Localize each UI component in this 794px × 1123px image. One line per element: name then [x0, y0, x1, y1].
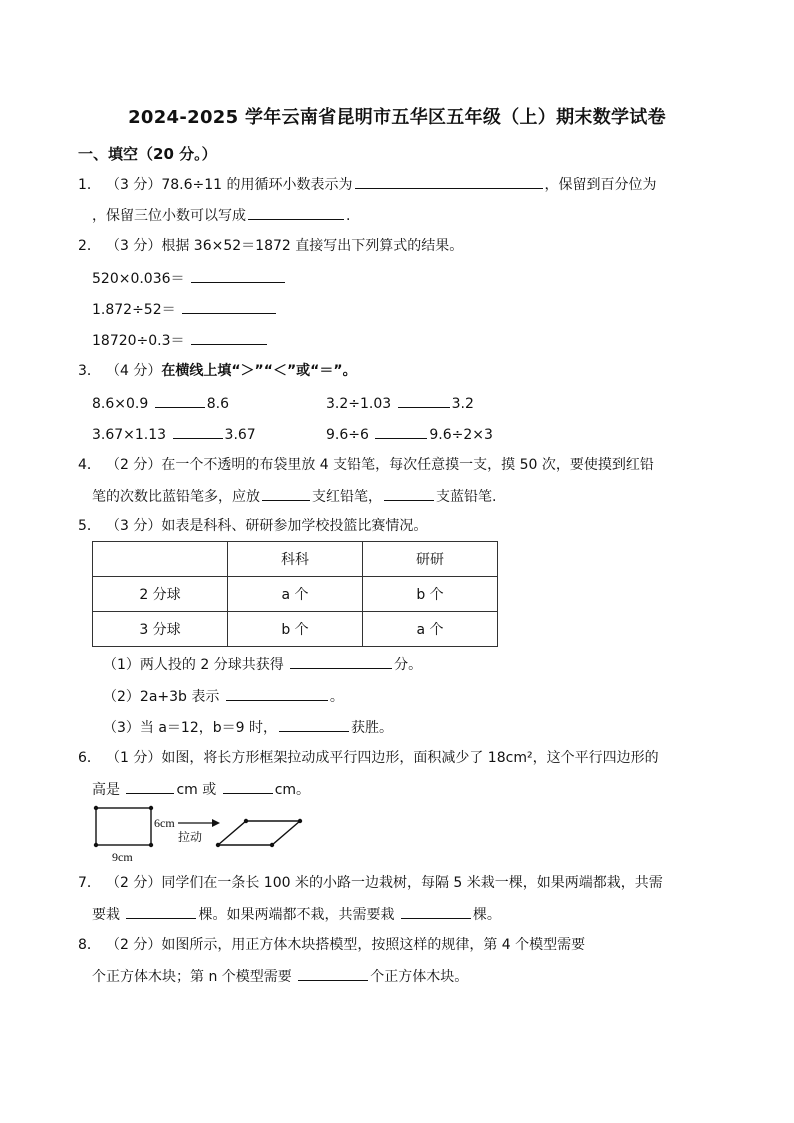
- vertex-dot: [216, 843, 220, 847]
- question-8-line-1: [78, 935, 585, 955]
- answer-blank[interactable]: [355, 174, 543, 189]
- question-number: 1．: [78, 177, 101, 193]
- vertex-dot: [298, 819, 302, 823]
- expression: 8.6×0.9: [92, 396, 149, 412]
- question-text: （1）两人投的 2 分球共获得: [103, 657, 284, 673]
- table-header-cell: [93, 542, 228, 577]
- question-points: （1 分）: [106, 750, 162, 766]
- table-header-row: [93, 542, 498, 577]
- answer-blank[interactable]: [226, 686, 328, 701]
- question-text: 在横线上填“＞”“＜”或“＝”。: [161, 363, 357, 379]
- answer-blank[interactable]: [182, 299, 276, 314]
- question-points: （2 分）: [106, 875, 162, 891]
- answer-blank[interactable]: [279, 717, 349, 732]
- table-header-cell: 科科: [228, 542, 363, 577]
- question-number: 4．: [78, 457, 101, 473]
- vertex-dot: [149, 806, 153, 810]
- question-text: .: [346, 208, 351, 224]
- arrow-label: 拉动: [178, 830, 203, 844]
- question-4-line-2: [92, 486, 496, 507]
- vertex-dot: [94, 843, 98, 847]
- question-6-line-1: [78, 748, 659, 768]
- expression: 9.6÷6: [326, 427, 369, 443]
- question-text: 分。: [394, 657, 423, 673]
- answer-blank[interactable]: [398, 393, 450, 408]
- expression: 8.6: [206, 396, 229, 412]
- question-text: 78.6÷11 的用循环小数表示为: [161, 177, 353, 193]
- question-text: 获胜。: [351, 720, 393, 736]
- question-text: （2）2a+3b 表示: [103, 689, 220, 705]
- question-text: 支红铅笔，: [312, 489, 382, 505]
- vertex-dot: [149, 843, 153, 847]
- answer-blank[interactable]: [248, 205, 344, 220]
- question-text: 个正方体木块；第 n 个模型需要: [92, 969, 292, 985]
- answer-blank[interactable]: [401, 904, 471, 919]
- question-number: 6．: [78, 750, 101, 766]
- question-1-line-2: [92, 205, 350, 226]
- question-points: （3 分）: [106, 518, 162, 534]
- answer-blank[interactable]: [384, 486, 434, 501]
- question-3-compare-b: [326, 393, 474, 414]
- question-5-line-1: [78, 516, 427, 536]
- question-text: 如表是科科、研研参加学校投篮比赛情况。: [161, 518, 428, 534]
- question-text: 要栽: [92, 907, 120, 923]
- question-text: 同学们在一条长 100 米的小路一边栽树，每隔 5 米栽一棵，如果两端都栽，共需: [161, 875, 663, 891]
- answer-blank[interactable]: [191, 268, 285, 283]
- question-3-compare-a: [92, 393, 229, 414]
- question-points: （2 分）: [106, 457, 162, 473]
- question-number: 7．: [78, 875, 101, 891]
- question-text: 高是: [92, 782, 120, 798]
- answer-blank[interactable]: [223, 779, 273, 794]
- vertex-dot: [244, 819, 248, 823]
- expression: 520×0.036＝: [92, 271, 185, 287]
- question-text: 个正方体木块。: [370, 969, 469, 985]
- question-2-expr-1: [92, 268, 287, 289]
- question-text: 在一个不透明的布袋里放 4 支铅笔，每次任意摸一支，摸 50 次，要使摸到红铅: [161, 457, 654, 473]
- question-text: 如图所示，用正方体木块搭模型，按照这样的规律，第 4 个模型需要: [161, 937, 586, 953]
- question-5-sub-2: [103, 686, 344, 707]
- answer-blank[interactable]: [173, 424, 223, 439]
- vertex-dot: [270, 843, 274, 847]
- expression: 3.67: [224, 427, 256, 443]
- question-number: 2．: [78, 238, 101, 254]
- question-8-line-2: [92, 966, 468, 987]
- question-text: cm 或: [176, 782, 217, 798]
- table-row: [93, 612, 498, 647]
- question-number: 5．: [78, 518, 101, 534]
- answer-blank[interactable]: [290, 654, 392, 669]
- question-points: （4 分）: [106, 363, 162, 379]
- question-3-compare-d: [326, 424, 493, 445]
- answer-blank[interactable]: [191, 330, 267, 345]
- rectangle-frame: [96, 808, 151, 845]
- expression: 1.872÷52＝: [92, 302, 176, 318]
- table-header-cell: 研研: [363, 542, 498, 577]
- question-text: 。: [329, 689, 344, 705]
- question-points: （2 分）: [106, 937, 162, 953]
- table-cell: 2 分球: [93, 577, 228, 612]
- answer-blank[interactable]: [126, 779, 174, 794]
- question-number: 8．: [78, 937, 101, 953]
- table-cell: b 个: [363, 577, 498, 612]
- vertex-dot: [94, 806, 98, 810]
- question-5-sub-1: [103, 654, 422, 675]
- expression: 3.67×1.13: [92, 427, 167, 443]
- width-label: 9cm: [112, 850, 133, 864]
- question-5-sub-3: [103, 717, 393, 738]
- question-7-line-2: [92, 904, 501, 925]
- rectangle-to-parallelogram-figure: [88, 803, 308, 865]
- height-label: 6cm: [154, 816, 175, 830]
- table-cell: a 个: [228, 577, 363, 612]
- question-text: 根据 36×52＝1872 直接写出下列算式的结果。: [161, 238, 464, 254]
- question-4-line-1: [78, 455, 654, 475]
- question-points: （3 分）: [106, 238, 162, 254]
- question-text: ，保留三位小数可以写成: [92, 208, 246, 224]
- question-text: 如图，将长方形框架拉动成平行四边形，面积减少了 18cm²，这个平行四边形的: [161, 750, 659, 766]
- question-text: 棵。: [472, 907, 501, 923]
- question-3-line-1: [78, 361, 357, 381]
- question-7-line-1: [78, 873, 663, 893]
- expression: 18720÷0.3＝: [92, 333, 185, 349]
- table-cell: a 个: [363, 612, 498, 647]
- answer-blank[interactable]: [126, 904, 196, 919]
- question-number: 3．: [78, 363, 101, 379]
- score-table: [92, 541, 498, 647]
- question-points: （3 分）: [106, 177, 162, 193]
- answer-blank[interactable]: [298, 966, 368, 981]
- expression: 3.2÷1.03: [326, 396, 392, 412]
- question-1-line-1: [78, 174, 657, 195]
- question-text: 笔的次数比蓝铅笔多，应放: [92, 489, 260, 505]
- table-row: [93, 577, 498, 612]
- expression: 9.6÷2×3: [429, 427, 493, 443]
- section-heading: 一、填空（20 分。）: [78, 145, 217, 163]
- question-6-line-2: [92, 779, 310, 800]
- question-text: cm。: [274, 782, 311, 798]
- arrow-head: [212, 819, 220, 827]
- page-title: 2024-2025 学年云南省昆明市五华区五年级（上）期末数学试卷: [128, 107, 666, 128]
- question-3-compare-c: [92, 424, 256, 445]
- question-2-line-1: [78, 236, 463, 256]
- expression: 3.2: [451, 396, 474, 412]
- parallelogram-frame: [218, 821, 300, 845]
- answer-blank[interactable]: [375, 424, 427, 439]
- question-text: 支蓝铅笔.: [436, 489, 497, 505]
- answer-blank[interactable]: [262, 486, 310, 501]
- answer-blank[interactable]: [155, 393, 205, 408]
- table-cell: b 个: [228, 612, 363, 647]
- question-text: （3）当 a＝12，b＝9 时，: [103, 720, 277, 736]
- question-2-expr-2: [92, 299, 278, 320]
- table-cell: 3 分球: [93, 612, 228, 647]
- question-2-expr-3: [92, 330, 269, 351]
- question-text: 棵。如果两端都不栽，共需要栽: [198, 907, 395, 923]
- question-text: ，保留到百分位为: [544, 177, 657, 193]
